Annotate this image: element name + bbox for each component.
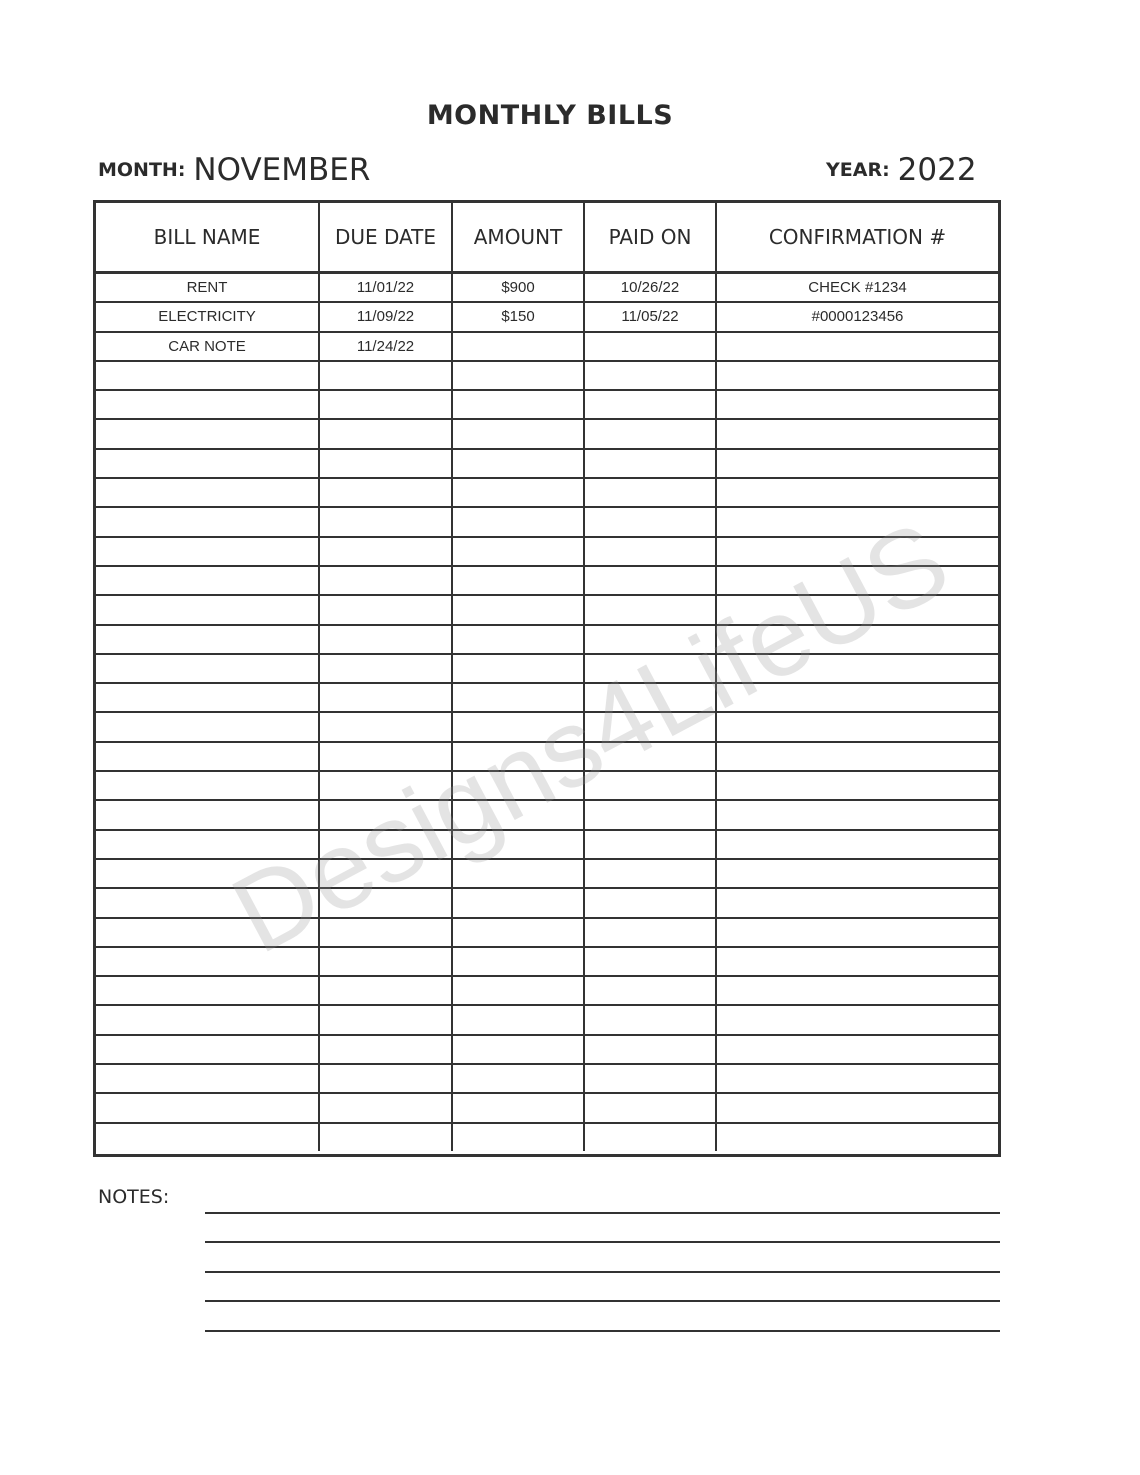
due-date-cell[interactable]	[319, 390, 452, 419]
bill-name-cell[interactable]	[96, 771, 319, 800]
confirmation-cell[interactable]	[716, 654, 998, 683]
paid-on-cell[interactable]: 11/05/22	[584, 302, 716, 331]
table-row	[96, 625, 998, 654]
amount-cell[interactable]	[452, 507, 584, 536]
paid-on-cell[interactable]	[584, 449, 716, 478]
confirmation-cell[interactable]	[716, 361, 998, 390]
amount-cell[interactable]	[452, 742, 584, 771]
paid-on-cell[interactable]	[584, 771, 716, 800]
bill-name-cell[interactable]	[96, 1123, 319, 1151]
table-row	[96, 537, 998, 566]
note-line[interactable]	[205, 1212, 1000, 1214]
confirmation-cell[interactable]	[716, 947, 998, 976]
due-date-cell[interactable]: 11/24/22	[319, 332, 452, 361]
table-row	[96, 273, 998, 303]
header-bill-name: BILL NAME	[96, 203, 319, 273]
amount-cell[interactable]	[452, 918, 584, 947]
confirmation-cell[interactable]	[716, 742, 998, 771]
amount-cell[interactable]	[452, 712, 584, 741]
notes-label: NOTES:	[98, 1186, 170, 1208]
amount-cell[interactable]	[452, 478, 584, 507]
due-date-cell[interactable]	[319, 830, 452, 859]
amount-cell[interactable]	[452, 625, 584, 654]
table-row	[96, 683, 998, 712]
bill-name-cell[interactable]	[96, 419, 319, 448]
confirmation-cell[interactable]	[716, 595, 998, 624]
amount-cell[interactable]	[452, 1093, 584, 1122]
amount-cell[interactable]	[452, 830, 584, 859]
note-line[interactable]	[205, 1241, 1000, 1243]
bill-name-cell[interactable]	[96, 566, 319, 595]
note-line[interactable]	[205, 1330, 1000, 1332]
amount-cell[interactable]	[452, 419, 584, 448]
amount-cell[interactable]	[452, 1035, 584, 1064]
month-field	[98, 152, 370, 188]
table-row	[96, 742, 998, 771]
bill-name-cell[interactable]	[96, 361, 319, 390]
confirmation-cell[interactable]	[716, 390, 998, 419]
confirmation-cell[interactable]	[716, 712, 998, 741]
amount-cell[interactable]	[452, 976, 584, 1005]
amount-cell[interactable]	[452, 654, 584, 683]
confirmation-cell[interactable]: #0000123456	[716, 302, 998, 331]
paid-on-cell[interactable]	[584, 361, 716, 390]
amount-cell[interactable]	[452, 888, 584, 917]
watermark: Designs4LifeUS	[213, 497, 968, 977]
table-row	[96, 800, 998, 829]
confirmation-cell[interactable]	[716, 771, 998, 800]
note-line[interactable]	[205, 1300, 1000, 1302]
header-paid-on: PAID ON	[584, 203, 716, 273]
amount-cell[interactable]: $900	[452, 273, 584, 303]
amount-cell[interactable]	[452, 566, 584, 595]
paid-on-cell[interactable]	[584, 1064, 716, 1093]
paid-on-cell[interactable]	[584, 332, 716, 361]
paid-on-cell[interactable]	[584, 830, 716, 859]
year-value[interactable]: 2022	[897, 152, 977, 188]
due-date-cell[interactable]: 11/09/22	[319, 302, 452, 331]
table-row	[96, 888, 998, 917]
amount-cell[interactable]	[452, 771, 584, 800]
header-due-date: DUE DATE	[319, 203, 452, 273]
paid-on-cell[interactable]	[584, 800, 716, 829]
table-row	[96, 302, 998, 331]
due-date-cell[interactable]	[319, 800, 452, 829]
bill-name-cell[interactable]	[96, 1064, 319, 1093]
bill-name-cell[interactable]	[96, 830, 319, 859]
amount-cell[interactable]	[452, 332, 584, 361]
due-date-cell[interactable]	[319, 859, 452, 888]
due-date-cell[interactable]	[319, 742, 452, 771]
due-date-cell[interactable]	[319, 712, 452, 741]
due-date-cell[interactable]	[319, 1005, 452, 1034]
note-line[interactable]	[205, 1271, 1000, 1273]
header-row	[96, 203, 998, 273]
amount-cell[interactable]	[452, 1005, 584, 1034]
amount-cell[interactable]	[452, 537, 584, 566]
due-date-cell[interactable]	[319, 361, 452, 390]
paid-on-cell[interactable]	[584, 537, 716, 566]
table-row	[96, 1064, 998, 1093]
table-row	[96, 918, 998, 947]
table-row	[96, 332, 998, 361]
bill-name-cell[interactable]	[96, 595, 319, 624]
paid-on-cell[interactable]	[584, 918, 716, 947]
confirmation-cell[interactable]	[716, 976, 998, 1005]
paid-on-cell[interactable]	[584, 976, 716, 1005]
page-title: MONTHLY BILLS	[426, 100, 674, 131]
due-date-cell[interactable]: 11/01/22	[319, 273, 452, 303]
table-row	[96, 1035, 998, 1064]
bill-name-cell[interactable]	[96, 654, 319, 683]
bill-name-cell[interactable]	[96, 390, 319, 419]
paid-on-cell[interactable]	[584, 888, 716, 917]
confirmation-cell[interactable]	[716, 478, 998, 507]
amount-cell[interactable]	[452, 390, 584, 419]
confirmation-cell[interactable]	[716, 1093, 998, 1122]
confirmation-cell[interactable]	[716, 859, 998, 888]
table-row	[96, 654, 998, 683]
bill-name-cell[interactable]	[96, 537, 319, 566]
paid-on-cell[interactable]	[584, 625, 716, 654]
confirmation-cell[interactable]	[716, 449, 998, 478]
table-row	[96, 419, 998, 448]
amount-cell[interactable]	[452, 947, 584, 976]
due-date-cell[interactable]	[319, 1035, 452, 1064]
table-row	[96, 1123, 998, 1151]
bill-name-cell[interactable]	[96, 976, 319, 1005]
paid-on-cell[interactable]	[584, 1123, 716, 1151]
amount-cell[interactable]	[452, 1064, 584, 1093]
confirmation-cell[interactable]: CHECK #1234	[716, 273, 998, 303]
paid-on-cell[interactable]	[584, 742, 716, 771]
paid-on-cell[interactable]	[584, 683, 716, 712]
paid-on-cell[interactable]	[584, 1035, 716, 1064]
due-date-cell[interactable]	[319, 537, 452, 566]
confirmation-cell[interactable]	[716, 1064, 998, 1093]
bill-name-cell[interactable]	[96, 888, 319, 917]
amount-cell[interactable]: $150	[452, 302, 584, 331]
bill-name-cell[interactable]: RENT	[96, 273, 319, 303]
bill-name-cell[interactable]	[96, 859, 319, 888]
confirmation-cell[interactable]	[716, 918, 998, 947]
due-date-cell[interactable]	[319, 1123, 452, 1151]
paid-on-cell[interactable]	[584, 859, 716, 888]
due-date-cell[interactable]	[319, 888, 452, 917]
bills-table	[93, 200, 1001, 1157]
due-date-cell[interactable]	[319, 625, 452, 654]
paid-on-cell[interactable]	[584, 390, 716, 419]
table-row	[96, 712, 998, 741]
table-row	[96, 976, 998, 1005]
table-row	[96, 859, 998, 888]
table-row	[96, 507, 998, 536]
due-date-cell[interactable]	[319, 918, 452, 947]
amount-cell[interactable]	[452, 361, 584, 390]
year-label: YEAR:	[826, 159, 890, 181]
table-row	[96, 771, 998, 800]
table-row	[96, 947, 998, 976]
due-date-cell[interactable]	[319, 1093, 452, 1122]
bill-name-cell[interactable]	[96, 1005, 319, 1034]
confirmation-cell[interactable]	[716, 888, 998, 917]
due-date-cell[interactable]	[319, 654, 452, 683]
month-value[interactable]: NOVEMBER	[193, 152, 371, 188]
paid-on-cell[interactable]	[584, 947, 716, 976]
confirmation-cell[interactable]	[716, 830, 998, 859]
bill-name-cell[interactable]	[96, 449, 319, 478]
amount-cell[interactable]	[452, 449, 584, 478]
confirmation-cell[interactable]	[716, 1035, 998, 1064]
due-date-cell[interactable]	[319, 947, 452, 976]
paid-on-cell[interactable]	[584, 419, 716, 448]
confirmation-cell[interactable]	[716, 566, 998, 595]
due-date-cell[interactable]	[319, 683, 452, 712]
bill-name-cell[interactable]	[96, 478, 319, 507]
amount-cell[interactable]	[452, 800, 584, 829]
confirmation-cell[interactable]	[716, 683, 998, 712]
table-row	[96, 595, 998, 624]
amount-cell[interactable]	[452, 683, 584, 712]
header-confirmation: CONFIRMATION #	[716, 203, 998, 273]
due-date-cell[interactable]	[319, 566, 452, 595]
due-date-cell[interactable]	[319, 419, 452, 448]
table-row	[96, 478, 998, 507]
due-date-cell[interactable]	[319, 771, 452, 800]
bill-name-cell[interactable]	[96, 800, 319, 829]
header-amount: AMOUNT	[452, 203, 584, 273]
table-row	[96, 449, 998, 478]
confirmation-cell[interactable]	[716, 507, 998, 536]
bill-name-cell[interactable]: CAR NOTE	[96, 332, 319, 361]
table-row	[96, 390, 998, 419]
due-date-cell[interactable]	[319, 478, 452, 507]
bill-name-cell[interactable]	[96, 507, 319, 536]
due-date-cell[interactable]	[319, 976, 452, 1005]
confirmation-cell[interactable]	[716, 332, 998, 361]
table-row	[96, 1005, 998, 1034]
amount-cell[interactable]	[452, 859, 584, 888]
paid-on-cell[interactable]	[584, 1093, 716, 1122]
bill-name-cell[interactable]	[96, 683, 319, 712]
paid-on-cell[interactable]	[584, 654, 716, 683]
table-row	[96, 361, 998, 390]
bill-name-cell[interactable]	[96, 742, 319, 771]
paid-on-cell[interactable]	[584, 507, 716, 536]
due-date-cell[interactable]	[319, 449, 452, 478]
paid-on-cell[interactable]	[584, 566, 716, 595]
confirmation-cell[interactable]	[716, 1005, 998, 1034]
paid-on-cell[interactable]	[584, 1005, 716, 1034]
bill-name-cell[interactable]	[96, 625, 319, 654]
confirmation-cell[interactable]	[716, 537, 998, 566]
year-field	[826, 152, 977, 188]
bill-name-cell[interactable]	[96, 947, 319, 976]
paid-on-cell[interactable]	[584, 712, 716, 741]
bill-name-cell[interactable]: ELECTRICITY	[96, 302, 319, 331]
table-row	[96, 566, 998, 595]
month-label: MONTH:	[98, 159, 186, 181]
due-date-cell[interactable]	[319, 1064, 452, 1093]
amount-cell[interactable]	[452, 1123, 584, 1151]
bill-name-cell[interactable]	[96, 918, 319, 947]
confirmation-cell[interactable]	[716, 1123, 998, 1151]
bill-name-cell[interactable]	[96, 1093, 319, 1122]
table-row	[96, 1093, 998, 1122]
bill-name-cell[interactable]	[96, 1035, 319, 1064]
paid-on-cell[interactable]: 10/26/22	[584, 273, 716, 303]
confirmation-cell[interactable]	[716, 625, 998, 654]
amount-cell[interactable]	[452, 595, 584, 624]
confirmation-cell[interactable]	[716, 419, 998, 448]
bill-name-cell[interactable]	[96, 712, 319, 741]
paid-on-cell[interactable]	[584, 478, 716, 507]
confirmation-cell[interactable]	[716, 800, 998, 829]
due-date-cell[interactable]	[319, 595, 452, 624]
table-row	[96, 830, 998, 859]
due-date-cell[interactable]	[319, 507, 452, 536]
paid-on-cell[interactable]	[584, 595, 716, 624]
